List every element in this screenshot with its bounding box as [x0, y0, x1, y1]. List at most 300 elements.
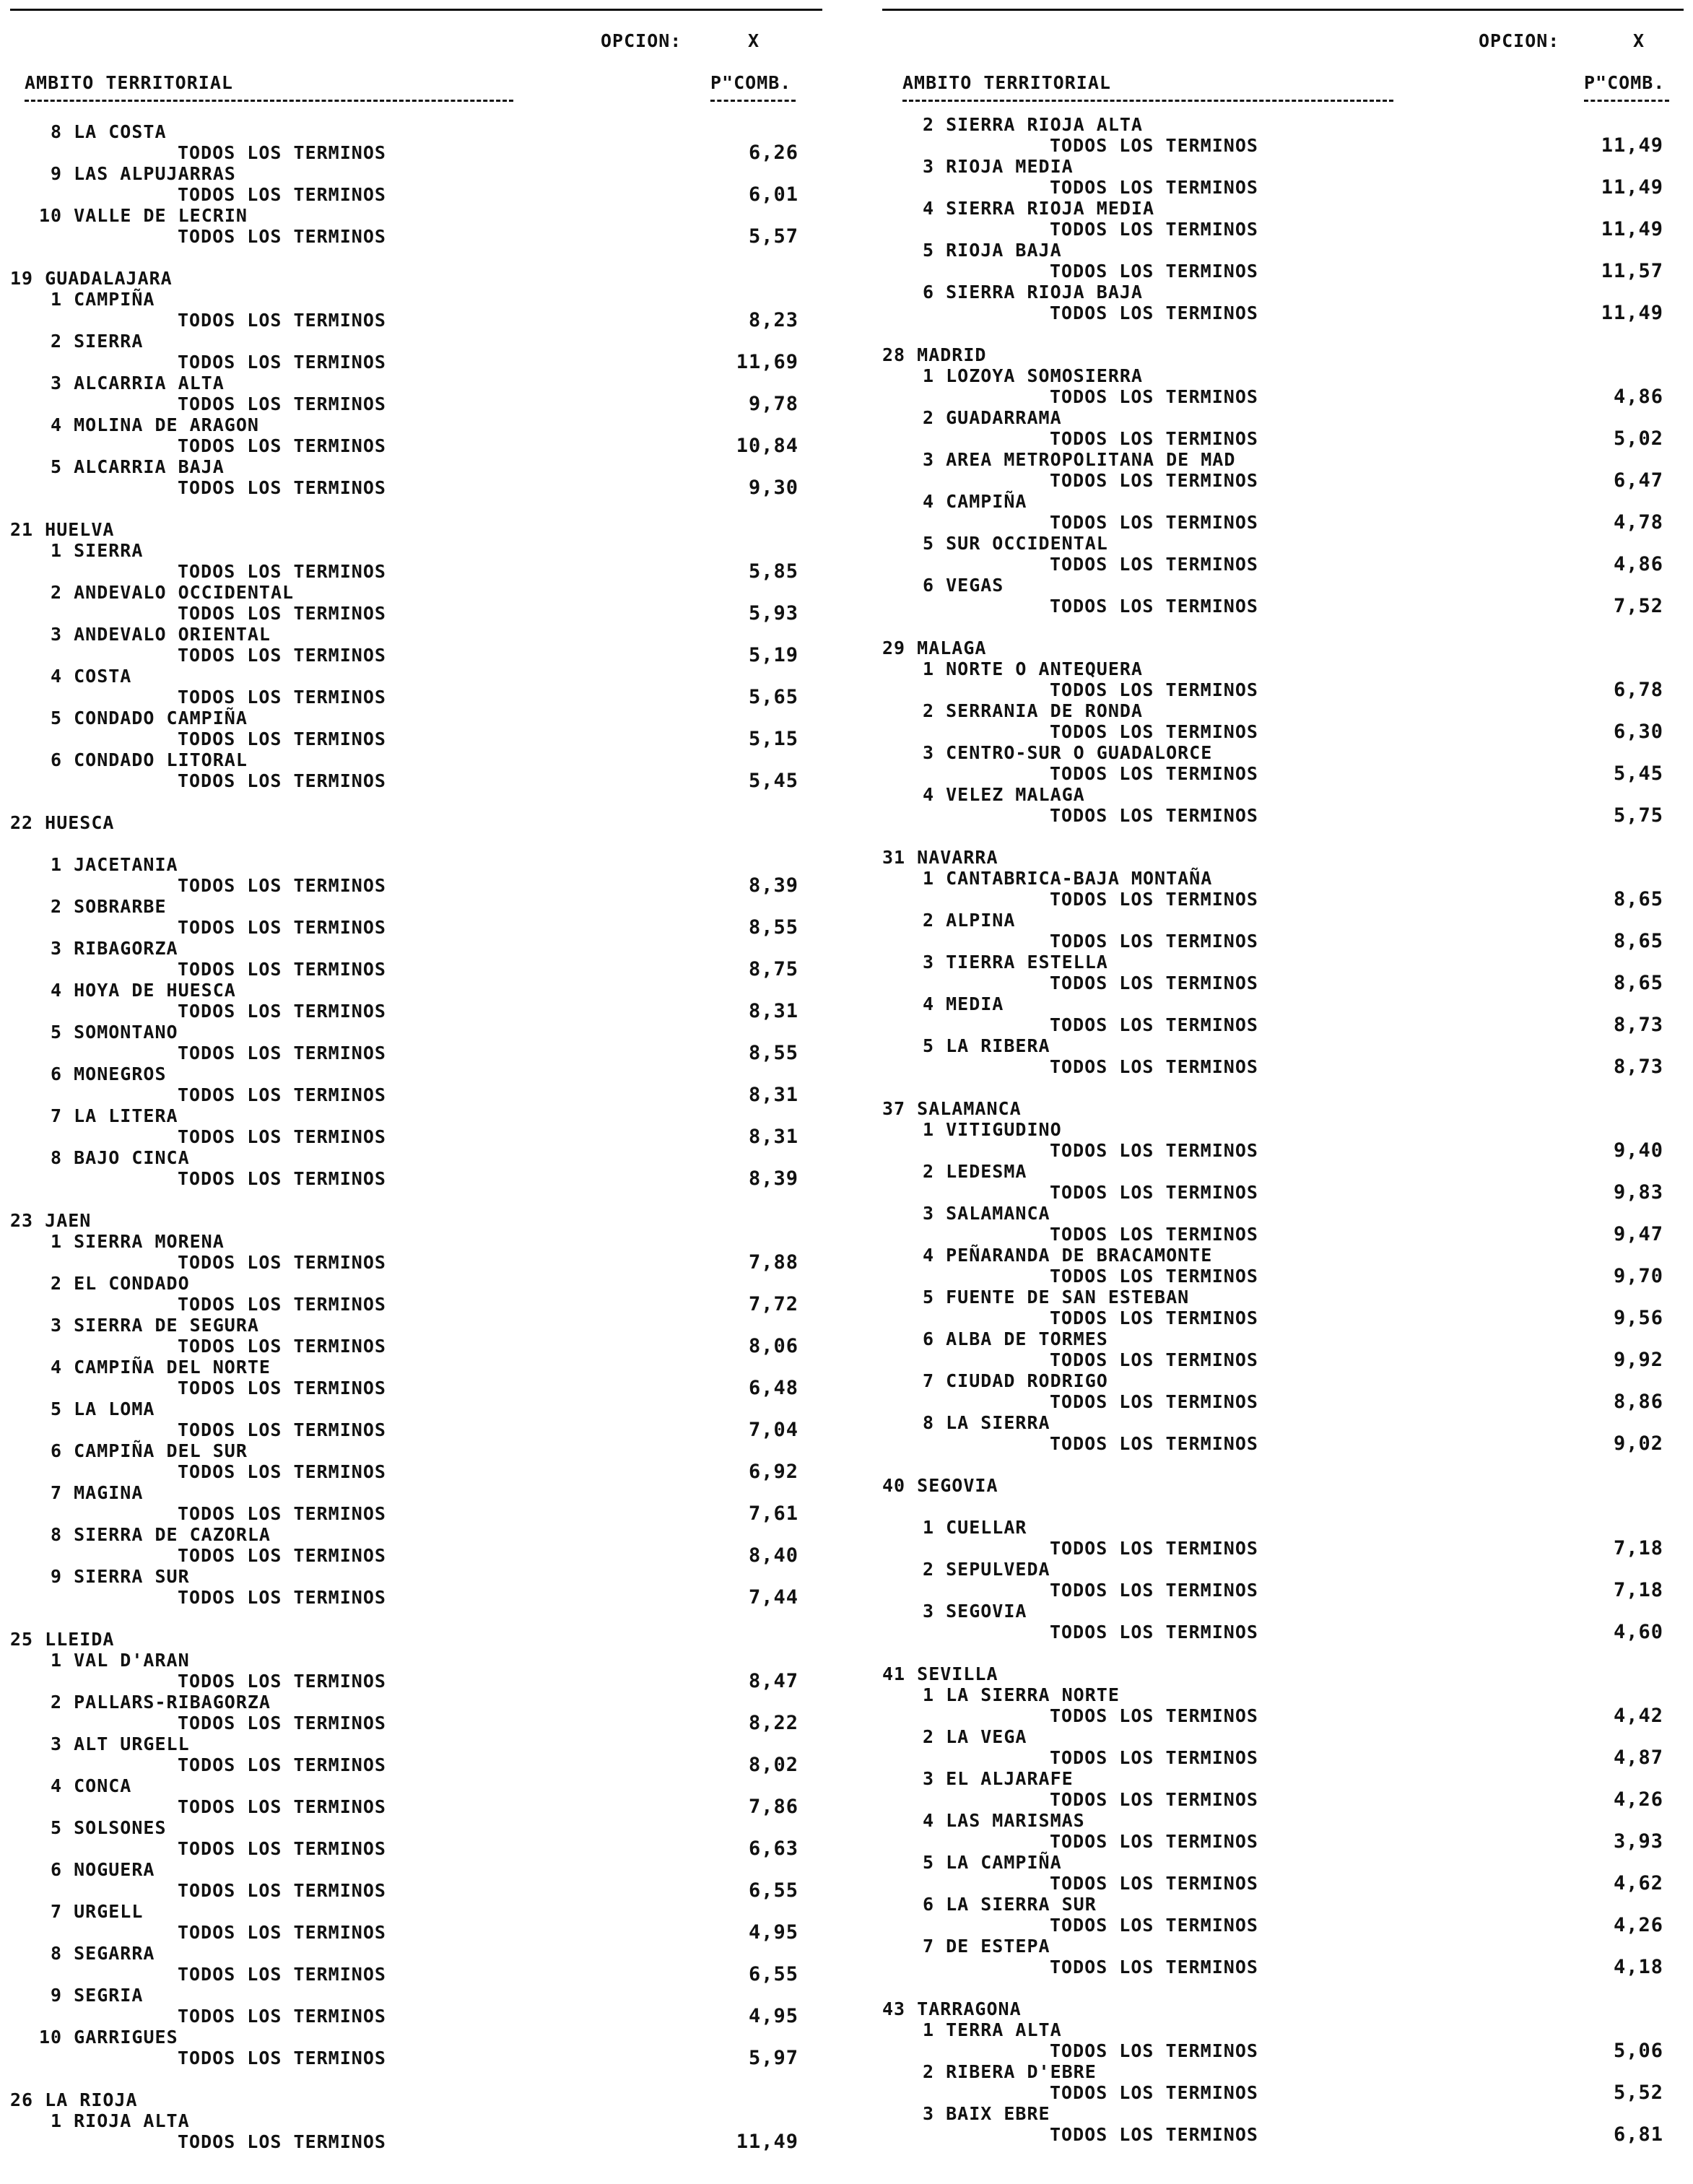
- termino-row: [882, 219, 1684, 240]
- terminos-label: TODOS LOS TERMINOS: [178, 1084, 386, 1105]
- termino-row: [882, 1140, 1684, 1161]
- terminos-label: TODOS LOS TERMINOS: [178, 1713, 386, 1733]
- comarca-row: [10, 205, 819, 226]
- termino-row: [10, 1964, 819, 1985]
- termino-row: [882, 1433, 1684, 1454]
- pcomb-value: 6,30: [1613, 721, 1663, 743]
- comarca-name: 6 ALBA DE TORMES: [923, 1328, 1108, 1349]
- pcomb-value: 11,49: [1601, 176, 1663, 199]
- comarca-row: [882, 784, 1684, 805]
- pcomb-value: 5,45: [1613, 762, 1663, 785]
- pcomb-value: 4,62: [1613, 1872, 1663, 1894]
- comarca-name: 2 SEPULVEDA: [923, 1559, 1050, 1580]
- comarca-name: 4 MEDIA: [923, 993, 1004, 1014]
- terminos-label: TODOS LOS TERMINOS: [1050, 973, 1258, 993]
- pcomb-value: 4,95: [748, 2005, 798, 2027]
- terminos-label: TODOS LOS TERMINOS: [1050, 1349, 1258, 1370]
- terminos-label: TODOS LOS TERMINOS: [1050, 1182, 1258, 1203]
- terminos-label: TODOS LOS TERMINOS: [1050, 2040, 1258, 2061]
- termino-row: [882, 1789, 1684, 1810]
- comarca-name: 4 CAMPIÑA: [923, 491, 1027, 512]
- pcomb-value: 5,06: [1613, 2040, 1663, 2062]
- pcomb-value: 8,65: [1613, 888, 1663, 910]
- pcomb-value: 8,73: [1613, 1014, 1663, 1036]
- terminos-label: TODOS LOS TERMINOS: [1050, 1747, 1258, 1768]
- comarca-row: [10, 1022, 819, 1043]
- termino-row: [882, 1705, 1684, 1726]
- terminos-label: TODOS LOS TERMINOS: [1050, 679, 1258, 700]
- termino-row: [882, 973, 1684, 993]
- comarca-name: 8 SEGARRA: [51, 1943, 155, 1964]
- pcomb-value: 11,57: [1601, 260, 1663, 282]
- terminos-label: TODOS LOS TERMINOS: [178, 1754, 386, 1775]
- pcomb-value: 8,31: [748, 1000, 798, 1022]
- province-name: 43 TARRAGONA: [882, 1998, 1022, 2019]
- comarca-row: [882, 993, 1684, 1014]
- termino-row: [882, 1308, 1684, 1328]
- comarca-name: 9 SEGRIA: [51, 1985, 144, 2006]
- termino-row: [10, 2131, 819, 2152]
- comarca-name: 7 DE ESTEPA: [923, 1936, 1050, 1957]
- termino-row: [882, 1831, 1684, 1852]
- comarca-row: [882, 407, 1684, 428]
- termino-row: [10, 2048, 819, 2068]
- terminos-label: TODOS LOS TERMINOS: [178, 1922, 386, 1943]
- comarca-name: 5 ALCARRIA BAJA: [51, 456, 225, 477]
- terminos-label: TODOS LOS TERMINOS: [178, 352, 386, 373]
- pcomb-underline: [1584, 100, 1669, 102]
- termino-row: [882, 386, 1684, 407]
- comarca-row: [10, 540, 819, 561]
- comarca-row: [882, 952, 1684, 973]
- termino-row: [882, 470, 1684, 491]
- terminos-label: TODOS LOS TERMINOS: [1050, 1391, 1258, 1412]
- comarca-name: 3 ALCARRIA ALTA: [51, 373, 225, 393]
- comarca-row: [882, 1245, 1684, 1266]
- province-name: 41 SEVILLA: [882, 1663, 998, 1684]
- termino-row: [882, 2040, 1684, 2061]
- comarca-row: [10, 1566, 819, 1587]
- pcomb-value: 4,86: [1613, 386, 1663, 408]
- comarca-row: [882, 1517, 1684, 1538]
- termino-row: [10, 435, 819, 456]
- comarca-row: [10, 1985, 819, 2006]
- termino-row: [10, 1587, 819, 1608]
- pcomb-value: 8,06: [748, 1335, 798, 1357]
- terminos-label: TODOS LOS TERMINOS: [178, 1419, 386, 1440]
- comarca-name: 3 BAIX EBRE: [923, 2103, 1050, 2124]
- terminos-label: TODOS LOS TERMINOS: [178, 561, 386, 582]
- comarca-row: [882, 1559, 1684, 1580]
- termino-row: [10, 1713, 819, 1733]
- pcomb-value: 5,45: [748, 770, 798, 792]
- comarca-name: 2 EL CONDADO: [51, 1273, 190, 1294]
- pcomb-value: 9,70: [1613, 1265, 1663, 1287]
- termino-row: [882, 1747, 1684, 1768]
- comarca-row: [882, 1852, 1684, 1873]
- terminos-label: TODOS LOS TERMINOS: [178, 875, 386, 896]
- terminos-label: TODOS LOS TERMINOS: [1050, 386, 1258, 407]
- pcomb-value: 5,52: [1613, 2081, 1663, 2104]
- province-row: [882, 1998, 1684, 2019]
- pcomb-value: 7,52: [1613, 595, 1663, 617]
- termino-row: [882, 721, 1684, 742]
- province-row: [882, 1098, 1684, 1119]
- terminos-label: TODOS LOS TERMINOS: [1050, 1622, 1258, 1643]
- comarca-row: [10, 1482, 819, 1503]
- terminos-label: TODOS LOS TERMINOS: [178, 1838, 386, 1859]
- pcomb-value: 8,02: [748, 1754, 798, 1776]
- comarca-row: [882, 1370, 1684, 1391]
- terminos-label: TODOS LOS TERMINOS: [1050, 596, 1258, 617]
- termino-row: [882, 1391, 1684, 1412]
- comarca-name: 4 CAMPIÑA DEL NORTE: [51, 1357, 271, 1378]
- terminos-label: TODOS LOS TERMINOS: [178, 1587, 386, 1608]
- pcomb-value: 9,47: [1613, 1223, 1663, 1245]
- comarca-row: [882, 1119, 1684, 1140]
- terminos-label: TODOS LOS TERMINOS: [178, 184, 386, 205]
- comarca-row: [882, 1684, 1684, 1705]
- termino-row: [882, 135, 1684, 156]
- pcomb-value: 11,49: [736, 2131, 798, 2153]
- termino-row: [882, 303, 1684, 323]
- terminos-label: TODOS LOS TERMINOS: [178, 770, 386, 791]
- terminos-label: TODOS LOS TERMINOS: [178, 1043, 386, 1063]
- comarca-name: 5 CONDADO CAMPIÑA: [51, 708, 248, 728]
- comarca-name: 1 SIERRA: [51, 540, 144, 561]
- terminos-label: TODOS LOS TERMINOS: [1050, 1538, 1258, 1559]
- comarca-name: 3 SEGOVIA: [923, 1601, 1027, 1622]
- top-rule: [882, 9, 1684, 11]
- comarca-row: [10, 2110, 819, 2131]
- termino-row: [10, 1084, 819, 1105]
- comarca-row: [10, 1524, 819, 1545]
- termino-row: [882, 1266, 1684, 1287]
- terminos-label: TODOS LOS TERMINOS: [178, 1252, 386, 1273]
- terminos-label: TODOS LOS TERMINOS: [1050, 2124, 1258, 2145]
- comarca-row: [882, 1601, 1684, 1622]
- comarca-row: [10, 121, 819, 142]
- terminos-label: TODOS LOS TERMINOS: [178, 226, 386, 247]
- comarca-name: 8 LA SIERRA: [923, 1412, 1050, 1433]
- comarca-row: [10, 289, 819, 310]
- terminos-label: TODOS LOS TERMINOS: [1050, 554, 1258, 575]
- termino-row: [882, 679, 1684, 700]
- termino-row: [882, 554, 1684, 575]
- comarca-name: 4 LAS MARISMAS: [923, 1810, 1085, 1831]
- comarca-row: [882, 156, 1684, 177]
- comarca-row: [10, 1650, 819, 1671]
- pcomb-value: 6,47: [1613, 469, 1663, 492]
- terminos-label: TODOS LOS TERMINOS: [1050, 889, 1258, 910]
- pcomb-value: 8,40: [748, 1544, 798, 1567]
- pcomb-value: 9,83: [1613, 1181, 1663, 1204]
- termino-row: [10, 1378, 819, 1398]
- comarca-row: [10, 2027, 819, 2048]
- comarca-name: 10 VALLE DE LECRIN: [39, 205, 248, 226]
- comarca-name: 2 ANDEVALO OCCIDENTAL: [51, 582, 295, 603]
- terminos-label: TODOS LOS TERMINOS: [1050, 1224, 1258, 1245]
- termino-row: [882, 1580, 1684, 1601]
- pcomb-value: 9,92: [1613, 1349, 1663, 1371]
- comarca-name: 5 SOMONTANO: [51, 1022, 178, 1043]
- pcomb-value: 8,75: [748, 958, 798, 980]
- comarca-row: [882, 1287, 1684, 1308]
- comarca-name: 1 LA SIERRA NORTE: [923, 1684, 1120, 1705]
- termino-row: [882, 931, 1684, 952]
- comarca-name: 4 COSTA: [51, 666, 132, 687]
- terminos-label: TODOS LOS TERMINOS: [178, 1168, 386, 1189]
- termino-row: [10, 1754, 819, 1775]
- comarca-name: 3 EL ALJARAFE: [923, 1768, 1074, 1789]
- pcomb-value: 7,04: [748, 1419, 798, 1441]
- pcomb-header: P"COMB.: [710, 72, 792, 93]
- comarca-row: [882, 1035, 1684, 1056]
- terminos-label: TODOS LOS TERMINOS: [1050, 219, 1258, 240]
- province-name: 37 SALAMANCA: [882, 1098, 1022, 1119]
- terminos-label: TODOS LOS TERMINOS: [1050, 428, 1258, 449]
- province-name: 31 NAVARRA: [882, 847, 998, 868]
- province-row: [882, 1663, 1684, 1684]
- comarca-name: 9 LAS ALPUJARRAS: [51, 163, 236, 184]
- terminos-label: TODOS LOS TERMINOS: [1050, 931, 1258, 952]
- terminos-label: TODOS LOS TERMINOS: [178, 1336, 386, 1357]
- comarca-row: [882, 1936, 1684, 1957]
- terminos-label: TODOS LOS TERMINOS: [178, 2131, 386, 2152]
- comarca-name: 5 LA CAMPIÑA: [923, 1852, 1062, 1873]
- pcomb-value: 6,48: [748, 1377, 798, 1399]
- termino-row: [10, 1294, 819, 1315]
- province-name: 21 HUELVA: [10, 519, 115, 540]
- terminos-label: TODOS LOS TERMINOS: [178, 687, 386, 708]
- comarca-row: [10, 373, 819, 393]
- comarca-name: 1 CUELLAR: [923, 1517, 1027, 1538]
- pcomb-value: 7,61: [748, 1502, 798, 1525]
- comarca-name: 7 CIUDAD RODRIGO: [923, 1370, 1108, 1391]
- comarca-row: [10, 1943, 819, 1964]
- pcomb-value: 9,02: [1613, 1432, 1663, 1455]
- termino-row: [10, 1252, 819, 1273]
- comarca-name: 1 CANTABRICA-BAJA MONTAÑA: [923, 868, 1213, 889]
- opcion-value: X: [1633, 30, 1645, 51]
- comarca-row: [10, 980, 819, 1001]
- terminos-label: TODOS LOS TERMINOS: [1050, 1957, 1258, 1978]
- terminos-label: TODOS LOS TERMINOS: [1050, 1308, 1258, 1328]
- province-row: [10, 2089, 819, 2110]
- comarca-name: 5 FUENTE DE SAN ESTEBAN: [923, 1287, 1190, 1308]
- comarca-row: [882, 1768, 1684, 1789]
- pcomb-value: 11,49: [1601, 134, 1663, 157]
- province-name: 26 LA RIOJA: [10, 2089, 138, 2110]
- comarca-row: [882, 700, 1684, 721]
- comarca-name: 2 PALLARS-RIBAGORZA: [51, 1692, 271, 1713]
- terminos-label: TODOS LOS TERMINOS: [1050, 1915, 1258, 1936]
- pcomb-value: 8,23: [748, 309, 798, 331]
- termino-row: [882, 1873, 1684, 1894]
- comarca-name: 5 RIOJA BAJA: [923, 240, 1062, 261]
- terminos-label: TODOS LOS TERMINOS: [1050, 512, 1258, 533]
- comarca-name: 6 CAMPIÑA DEL SUR: [51, 1440, 248, 1461]
- comarca-row: [10, 1147, 819, 1168]
- comarca-name: 1 JACETANIA: [51, 854, 178, 875]
- terminos-label: TODOS LOS TERMINOS: [1050, 1831, 1258, 1852]
- termino-row: [10, 917, 819, 938]
- pcomb-value: 7,18: [1613, 1579, 1663, 1601]
- comarca-row: [10, 1440, 819, 1461]
- comarca-name: 7 URGELL: [51, 1901, 144, 1922]
- comarca-name: 4 CONCA: [51, 1775, 132, 1796]
- comarca-row: [10, 582, 819, 603]
- termino-row: [10, 1461, 819, 1482]
- comarca-row: [10, 666, 819, 687]
- termino-row: [10, 603, 819, 624]
- termino-row: [10, 1419, 819, 1440]
- pcomb-value: 5,19: [748, 644, 798, 666]
- terminos-label: TODOS LOS TERMINOS: [178, 1126, 386, 1147]
- pcomb-value: 6,92: [748, 1461, 798, 1483]
- comarca-row: [10, 1357, 819, 1378]
- comarca-row: [882, 282, 1684, 303]
- pcomb-value: 5,75: [1613, 804, 1663, 827]
- comarca-row: [882, 575, 1684, 596]
- pcomb-value: 6,01: [748, 183, 798, 206]
- comarca-name: 9 SIERRA SUR: [51, 1566, 190, 1587]
- comarca-row: [10, 624, 819, 645]
- opcion-label: OPCION:: [1479, 30, 1560, 51]
- pcomb-value: 8,65: [1613, 972, 1663, 994]
- comarca-row: [882, 910, 1684, 931]
- terminos-label: TODOS LOS TERMINOS: [1050, 1433, 1258, 1454]
- comarca-row: [882, 533, 1684, 554]
- pcomb-value: 4,18: [1613, 1956, 1663, 1978]
- comarca-name: 4 HOYA DE HUESCA: [51, 980, 236, 1001]
- comarca-name: 5 LA LOMA: [51, 1398, 155, 1419]
- terminos-label: TODOS LOS TERMINOS: [178, 1964, 386, 1985]
- comarca-row: [882, 365, 1684, 386]
- comarca-row: [882, 449, 1684, 470]
- pcomb-value: 11,49: [1601, 218, 1663, 240]
- pcomb-value: 8,31: [748, 1126, 798, 1148]
- terminos-label: TODOS LOS TERMINOS: [1050, 470, 1258, 491]
- termino-row: [882, 428, 1684, 449]
- terminos-label: TODOS LOS TERMINOS: [178, 1001, 386, 1022]
- comarca-name: 6 MONEGROS: [51, 1063, 167, 1084]
- terminos-label: TODOS LOS TERMINOS: [1050, 805, 1258, 826]
- pcomb-value: 11,49: [1601, 302, 1663, 324]
- comarca-name: 1 RIOJA ALTA: [51, 2110, 190, 2131]
- comarca-name: 5 SOLSONES: [51, 1817, 167, 1838]
- termino-row: [10, 1922, 819, 1943]
- termino-row: [10, 1838, 819, 1859]
- comarca-row: [882, 2103, 1684, 2124]
- pcomb-value: 9,30: [748, 477, 798, 499]
- terminos-label: TODOS LOS TERMINOS: [178, 917, 386, 938]
- termino-row: [10, 561, 819, 582]
- comarca-row: [882, 1894, 1684, 1915]
- comarca-name: 2 RIBERA D'EBRE: [923, 2061, 1097, 2082]
- comarca-row: [882, 2061, 1684, 2082]
- comarca-row: [10, 414, 819, 435]
- termino-row: [882, 1056, 1684, 1077]
- ambito-header: AMBITO TERRITORIAL: [25, 72, 233, 93]
- comarca-row: [10, 708, 819, 728]
- terminos-label: TODOS LOS TERMINOS: [1050, 303, 1258, 323]
- comarca-row: [882, 658, 1684, 679]
- left-column: [10, 0, 819, 2184]
- pcomb-value: 8,86: [1613, 1391, 1663, 1413]
- pcomb-value: 5,93: [748, 602, 798, 625]
- pcomb-value: 5,02: [1613, 427, 1663, 450]
- province-name: 28 MADRID: [882, 344, 987, 365]
- comarca-name: 1 TERRA ALTA: [923, 2019, 1062, 2040]
- comarca-name: 4 MOLINA DE ARAGON: [51, 414, 259, 435]
- comarca-row: [882, 1810, 1684, 1831]
- terminos-label: TODOS LOS TERMINOS: [178, 1503, 386, 1524]
- comarca-row: [882, 868, 1684, 889]
- comarca-name: 2 GUADARRAMA: [923, 407, 1062, 428]
- pcomb-value: 6,81: [1613, 2123, 1663, 2146]
- termino-row: [10, 959, 819, 980]
- termino-row: [882, 1224, 1684, 1245]
- province-row: [10, 812, 819, 833]
- termino-row: [10, 1503, 819, 1524]
- comarca-row: [882, 198, 1684, 219]
- pcomb-value: 3,93: [1613, 1830, 1663, 1853]
- comarca-row: [10, 854, 819, 875]
- comarca-row: [10, 1901, 819, 1922]
- comarca-name: 6 CONDADO LITORAL: [51, 749, 248, 770]
- terminos-label: TODOS LOS TERMINOS: [178, 477, 386, 498]
- pcomb-value: 4,60: [1613, 1621, 1663, 1643]
- right-column: [882, 0, 1684, 2184]
- comarca-name: 2 LEDESMA: [923, 1161, 1027, 1182]
- termino-row: [10, 310, 819, 331]
- pcomb-value: 6,55: [748, 1879, 798, 1902]
- termino-row: [882, 763, 1684, 784]
- comarca-name: 4 SIERRA RIOJA MEDIA: [923, 198, 1155, 219]
- termino-row: [10, 393, 819, 414]
- pcomb-value: 4,26: [1613, 1914, 1663, 1936]
- comarca-row: [882, 1412, 1684, 1433]
- comarca-name: 3 SIERRA DE SEGURA: [51, 1315, 259, 1336]
- termino-row: [10, 1168, 819, 1189]
- pcomb-value: 4,42: [1613, 1705, 1663, 1727]
- comarca-name: 10 GARRIGUES: [39, 2027, 178, 2048]
- comarca-row: [10, 1315, 819, 1336]
- terminos-label: TODOS LOS TERMINOS: [178, 645, 386, 666]
- comarca-name: 7 LA LITERA: [51, 1105, 178, 1126]
- comarca-name: 1 NORTE O ANTEQUERA: [923, 658, 1143, 679]
- comarca-row: [10, 1063, 819, 1084]
- comarca-row: [882, 240, 1684, 261]
- termino-row: [10, 1671, 819, 1692]
- province-row: [10, 268, 819, 289]
- termino-row: [10, 1336, 819, 1357]
- termino-row: [10, 1545, 819, 1566]
- comarca-name: 2 SIERRA: [51, 331, 144, 352]
- comarca-name: 2 LA VEGA: [923, 1726, 1027, 1747]
- pcomb-value: 4,86: [1613, 553, 1663, 575]
- pcomb-value: 6,78: [1613, 679, 1663, 701]
- province-name: 23 JAEN: [10, 1210, 92, 1231]
- termino-row: [882, 889, 1684, 910]
- termino-row: [10, 1001, 819, 1022]
- terminos-label: TODOS LOS TERMINOS: [1050, 721, 1258, 742]
- termino-row: [882, 177, 1684, 198]
- termino-row: [10, 1796, 819, 1817]
- termino-row: [882, 1915, 1684, 1936]
- comarca-name: 6 SIERRA RIOJA BAJA: [923, 282, 1143, 303]
